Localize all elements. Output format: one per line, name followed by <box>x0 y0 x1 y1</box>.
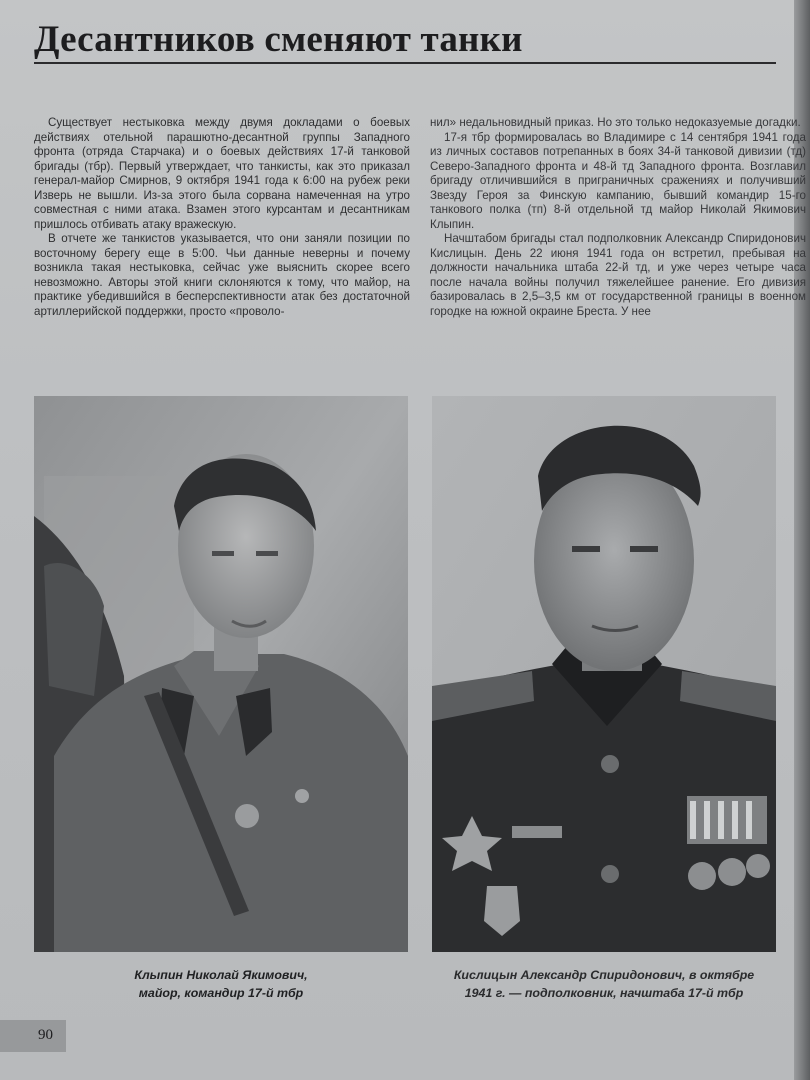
caption-line: майор, командир 17-й тбр <box>138 986 304 1000</box>
page-number: 90 <box>38 1027 53 1043</box>
paragraph: Существует нестыковка между двумя докладами о боевых действиях отельной парашютно-десантной группы Западного фронта (отряда Старчака) и о боевых действиях 17-й танковой бригады (тбр). Первый утверждает, что танкисты, как это приказал генерал-майор Смирнов, 9 октября 1941 года к 6:00 на рубеж реки Изверь не вышли. Из-за этого была сорвана намеченная на утро совместная с ними атака. Взамен этого курсантам и десантникам пришлось отбивать атаку вражескую. <box>34 116 410 231</box>
text-column-right <box>430 116 806 382</box>
chapter-title: Десантников сменяют танки <box>34 19 523 60</box>
photo-caption-left <box>34 966 408 1002</box>
paragraph: 17-я тбр формировалась во Владимире с 14 сентября 1941 года из личных составов потрепанных в боях 34-й танковой дивизии (тд) Северо-Западного фронта и 48-й тд Западного фронта. Возглавил бригаду отличившийся в приграничных сражениях и получивший Звезду Героя за Финскую кампанию, бывший командир 15-го танкового полка (тп) 8-й отдельной тд майор Николай Якимович Клыпин. <box>430 130 806 231</box>
title-rule <box>34 62 776 64</box>
photo-caption-right <box>432 966 776 1002</box>
paragraph: Начштабом бригады стал подполковник Александр Спиридонович Кислицын. День 22 июня 1941 года он встретил, пребывая на должности начальника штаба 22-й тд, и уже через четыре часа после начала войны получил тяжелейшее ранение. Его дивизия базировалась в 2,5–3,5 км от государственной границы в военном городке на южной окраине Бреста. У нее <box>430 232 806 318</box>
caption-line: Клыпин Николай Якимович, <box>134 968 308 982</box>
caption-line: 1941 г. — подполковник, начштаба 17-й тбр <box>464 986 744 1000</box>
caption-line: Кислицын Александр Спиридонович, в октябре <box>453 968 755 982</box>
page-number-tab <box>0 1020 66 1052</box>
portrait-photo-klypin <box>34 396 408 952</box>
text-column-left <box>34 116 410 382</box>
paragraph: нил» недальновидный приказ. Но это только недоказуемые догадки. <box>430 116 801 129</box>
portrait-photo-kislitsyn <box>432 396 776 952</box>
paragraph: В отчете же танкистов указывается, что они заняли позиции по восточному берегу еще в 5:00. Чьи данные неверны и почему возникла такая нестыковка, сейчас уже выяснить скорее всего невозможно. Авторы этой книги склоняются к тому, что майор, на практике убедившийся в бесперспективности атак без достаточной артиллерийской поддержки, просто «проволо- <box>34 232 410 318</box>
